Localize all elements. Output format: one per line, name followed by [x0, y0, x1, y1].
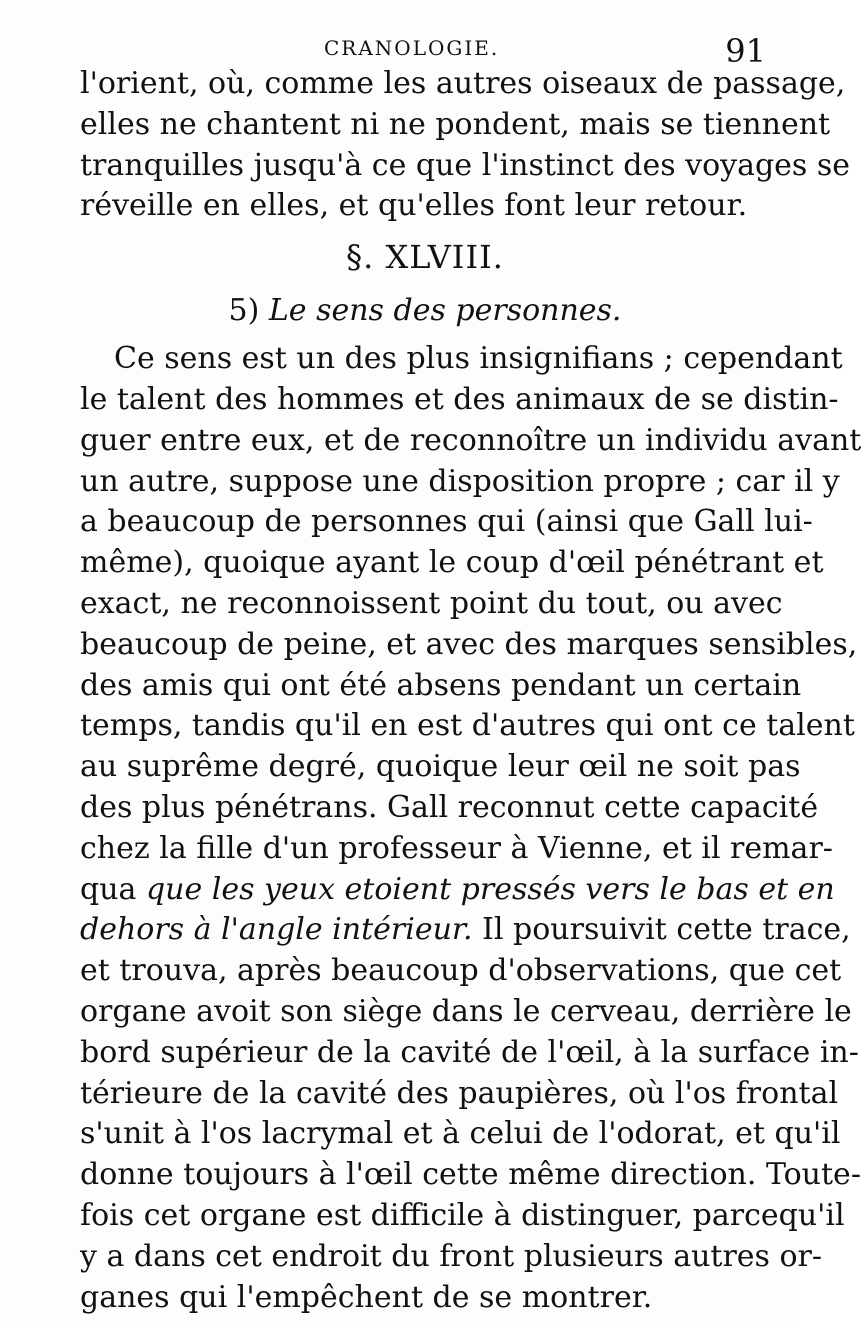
text-line: exact, ne reconnoissent point du tout, ou avec — [80, 585, 783, 621]
text-line: temps, tandis qu'il en est d'autres qui ont ce talent — [80, 708, 855, 744]
italic-span: dehors à l'angle intérieur. — [80, 912, 473, 948]
text-line: beaucoup de peine, et avec des marques sensibles, — [80, 626, 858, 662]
text-line: des amis qui ont été absens pendant un certain — [80, 667, 802, 703]
text-span: Il poursuivit cette trace, — [472, 912, 851, 948]
text-line: elles ne chantent ni ne pondent, mais se tiennent — [80, 106, 831, 142]
text-line: le talent des hommes et des animaux de se distin- — [80, 381, 839, 417]
running-title: CRANOLOGIE. — [324, 36, 500, 60]
text-line: guer entre eux, et de reconnoître un individu avant — [80, 422, 861, 458]
text-line: a beaucoup de personnes qui (ainsi que Gall lui- — [80, 504, 813, 540]
text-line: chez la fille d'un professeur à Vienne, et il remar- — [80, 830, 833, 866]
section-heading: §. XLVIII. — [346, 238, 504, 277]
text-line: térieure de la cavité des paupières, où l'os frontal — [80, 1075, 839, 1111]
text-line: Ce sens est un des plus insignifians ; cependant — [114, 341, 843, 377]
text-line: réveille en elles, et qu'elles font leur retour. — [80, 188, 748, 224]
text-line: et trouva, après beaucoup d'observations, que cet — [80, 953, 842, 989]
text-line: des plus pénétrans. Gall reconnut cette capacité — [80, 789, 819, 825]
text-line: au suprême degré, quoique leur œil ne soit pas — [80, 749, 801, 785]
text-line: l'orient, où, comme les autres oiseaux de passage, — [80, 66, 846, 101]
text-block — [80, 64, 861, 1318]
text-line-mixed — [80, 870, 835, 911]
subsection-title: Le sens des personnes. — [268, 293, 622, 329]
text-line: donne toujours à l'œil cette même direction. Toute- — [80, 1157, 861, 1193]
text-line: y a dans cet endroit du front plusieurs autres or- — [80, 1238, 823, 1274]
text-line: ganes qui l'empêchent de se montrer. — [80, 1279, 653, 1315]
subsection-number: 5) — [228, 293, 260, 329]
text-line-mixed — [80, 910, 851, 951]
text-line: organe avoit son siège dans le cerveau, derrière le — [80, 993, 852, 1029]
page-number: 91 — [725, 32, 766, 70]
italic-span: que les yeux etoient pressés vers le bas et en — [145, 871, 835, 907]
text-line: un autre, suppose une disposition propre ; car il y — [80, 463, 840, 499]
text-line: bord supérieur de la cavité de l'œil, à la surface in- — [80, 1034, 859, 1070]
text-line: même), quoique ayant le coup d'œil pénétrant et — [80, 545, 824, 581]
text-span: qua — [80, 871, 146, 907]
subsection-heading — [80, 283, 770, 339]
text-line: tranquilles jusqu'à ce que l'instinct des voyages se — [80, 147, 851, 183]
running-head — [0, 28, 800, 68]
text-line: fois cet organe est difficile à distinguer, parcequ'il — [80, 1197, 845, 1233]
text-line: s'unit à l'os lacrymal et à celui de l'odorat, et qu'il — [80, 1116, 841, 1152]
